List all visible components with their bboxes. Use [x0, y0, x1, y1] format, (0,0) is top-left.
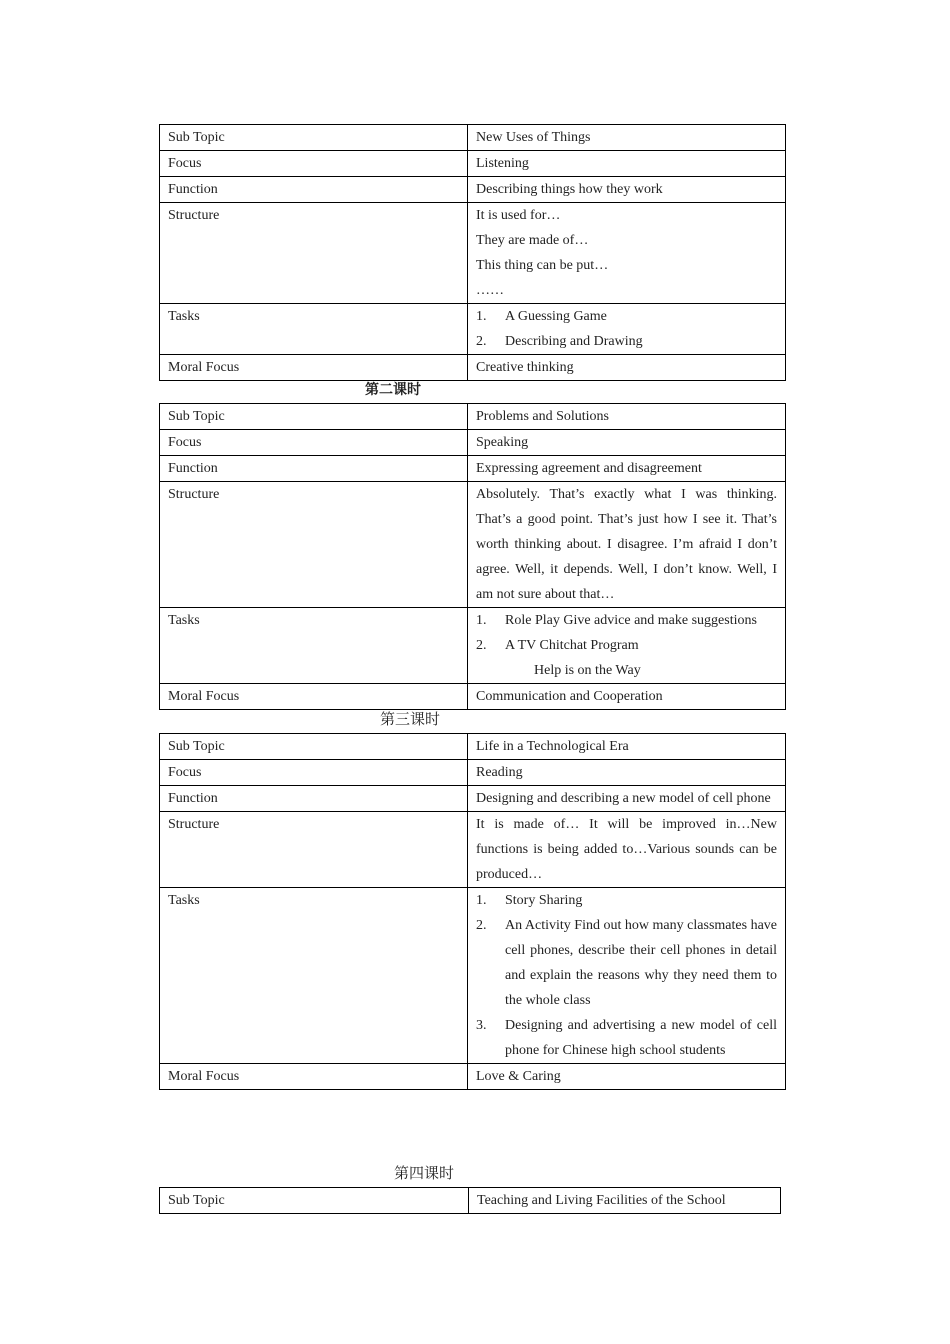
- lesson1-table: [159, 124, 786, 381]
- table-row: [160, 1064, 786, 1090]
- table-row: [160, 482, 786, 608]
- row-label: Focus: [160, 151, 468, 177]
- table-row: [160, 355, 786, 381]
- row-value: Describing things how they work: [468, 177, 786, 203]
- task-number: 3.: [476, 1018, 487, 1033]
- row-value: [468, 304, 786, 355]
- row-value: Teaching and Living Facilities of the School: [469, 1188, 781, 1214]
- row-label: Structure: [160, 482, 468, 608]
- task-text: Designing and advertising a new model of cell phone for Chinese high school students: [505, 1018, 777, 1058]
- lesson2-heading: 第二课时: [365, 383, 421, 398]
- structure-line: They are made of…: [476, 233, 589, 248]
- task-number: 2.: [476, 334, 487, 349]
- task-number: 2.: [476, 918, 487, 933]
- row-value: Speaking: [468, 430, 786, 456]
- task-item: [476, 304, 777, 329]
- row-value: Communication and Cooperation: [468, 684, 786, 710]
- table-row: [160, 151, 786, 177]
- structure-line: This thing can be put…: [476, 258, 609, 273]
- row-value: Listening: [468, 151, 786, 177]
- structure-line: ……: [476, 283, 504, 298]
- task-subline: Help is on the Way: [534, 663, 641, 678]
- table-row: [160, 760, 786, 786]
- row-label: Structure: [160, 812, 468, 888]
- row-label: Moral Focus: [160, 1064, 468, 1090]
- row-value: Life in a Technological Era: [468, 734, 786, 760]
- row-label: Function: [160, 786, 468, 812]
- lesson3-table: [159, 733, 786, 1090]
- row-value: Creative thinking: [468, 355, 786, 381]
- task-item: [476, 1013, 777, 1063]
- row-value: It is made of… It will be improved in…New functions is being added to…Various sounds can be produced…: [468, 812, 786, 888]
- lesson4-table: [159, 1187, 781, 1214]
- task-item: [476, 633, 777, 658]
- task-text: An Activity Find out how many classmates have cell phones, describe their cell phones in detail and explain the reasons why they need them to the whole class: [505, 918, 777, 1008]
- row-label: Structure: [160, 203, 468, 304]
- task-text: Story Sharing: [505, 893, 583, 908]
- table-row: [160, 304, 786, 355]
- row-value: [468, 203, 786, 304]
- table-row: [160, 888, 786, 1064]
- table-row: [160, 734, 786, 760]
- row-label: Function: [160, 456, 468, 482]
- row-value: Designing and describing a new model of cell phone: [468, 786, 786, 812]
- row-label: Moral Focus: [160, 355, 468, 381]
- row-label: Focus: [160, 760, 468, 786]
- row-value: New Uses of Things: [468, 125, 786, 151]
- task-text: A Guessing Game: [505, 309, 607, 324]
- row-value: [468, 888, 786, 1064]
- row-value: Love & Caring: [468, 1064, 786, 1090]
- task-number: 2.: [476, 638, 487, 653]
- row-value: [468, 608, 786, 684]
- row-label: Tasks: [160, 888, 468, 1064]
- row-label: Tasks: [160, 608, 468, 684]
- row-label: Focus: [160, 430, 468, 456]
- table-row: [160, 430, 786, 456]
- task-text: Describing and Drawing: [505, 334, 643, 349]
- row-label: Function: [160, 177, 468, 203]
- table-row: [160, 125, 786, 151]
- task-text: Role Play Give advice and make suggestions: [505, 613, 757, 628]
- row-label: Tasks: [160, 304, 468, 355]
- row-value: Absolutely. That’s exactly what I was thinking. That’s a good point. That’s just how I see it. That’s worth thinking about. I disagree. I’m afraid I don’t agree. Well, it depends. Well, I don’t know. Well, I am not sure about that…: [468, 482, 786, 608]
- table-row: [160, 177, 786, 203]
- table-row: [160, 456, 786, 482]
- row-value: Problems and Solutions: [468, 404, 786, 430]
- task-number: 1.: [476, 893, 487, 908]
- table-row: [160, 203, 786, 304]
- table-row: [160, 786, 786, 812]
- row-label: Sub Topic: [160, 125, 468, 151]
- table-row: [160, 812, 786, 888]
- row-label: Sub Topic: [160, 404, 468, 430]
- task-text: A TV Chitchat Program: [505, 638, 639, 653]
- task-number: 1.: [476, 309, 487, 324]
- task-item: [476, 329, 777, 354]
- row-label: Moral Focus: [160, 684, 468, 710]
- row-value: Reading: [468, 760, 786, 786]
- row-label: Sub Topic: [160, 734, 468, 760]
- row-value: Expressing agreement and disagreement: [468, 456, 786, 482]
- structure-line: It is used for…: [476, 208, 561, 223]
- task-item: [476, 608, 777, 633]
- task-item: [476, 888, 777, 913]
- table-row: [160, 404, 786, 430]
- task-item: [476, 913, 777, 1013]
- table-row: [160, 684, 786, 710]
- table-row: [160, 608, 786, 684]
- row-label: Sub Topic: [160, 1188, 469, 1214]
- lesson2-table: [159, 403, 786, 710]
- lesson4-heading: 第四课时: [394, 1166, 455, 1182]
- lesson3-heading: 第三课时: [380, 712, 441, 728]
- table-row: [160, 1188, 781, 1214]
- task-number: 1.: [476, 613, 487, 628]
